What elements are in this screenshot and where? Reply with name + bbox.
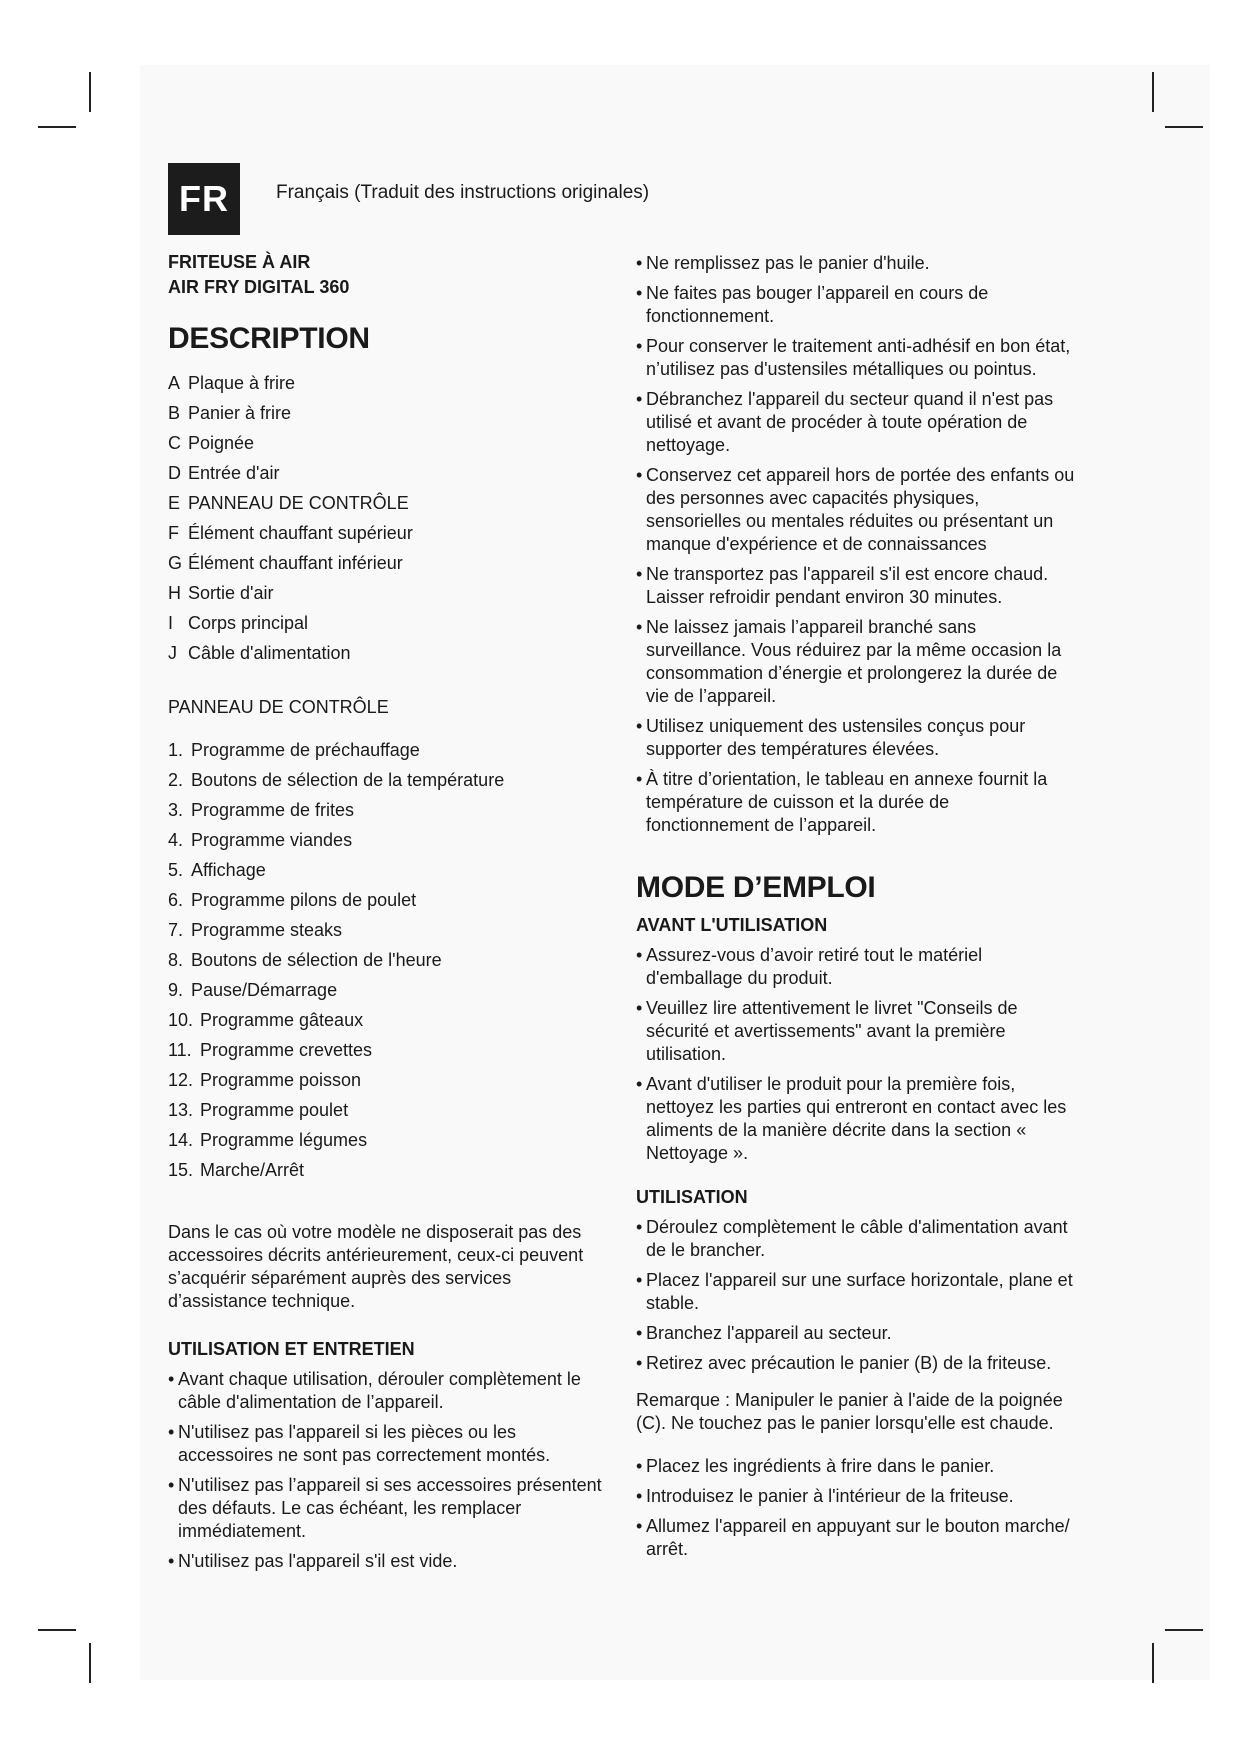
item-text: Programme de préchauffage	[191, 740, 420, 760]
item-text: Plaque à frire	[188, 373, 296, 393]
item-number: 4.	[168, 830, 184, 850]
item-text: Programme légumes	[200, 1130, 368, 1150]
item-letter: F	[168, 523, 179, 543]
item-number: 9.	[168, 980, 184, 1000]
control-item	[168, 795, 608, 825]
bullet-item: • N'utilisez pas l'appareil s'il est vide.	[168, 1550, 608, 1573]
mode-heading: MODE D’EMPLOI	[636, 871, 876, 904]
item-letter: C	[168, 433, 181, 453]
item-letter: G	[168, 553, 183, 573]
control-panel-heading: PANNEAU DE CONTRÔLE	[168, 697, 389, 717]
bullet-item: • Ne transportez pas l'appareil s'il est encore chaud. Laisser refroidir pendant environ 30 minutes.	[636, 563, 1076, 609]
before-use-heading: AVANT L'UTILISATION	[636, 915, 828, 935]
item-text: Programme crevettes	[200, 1040, 373, 1060]
item-number: 2.	[168, 770, 184, 790]
description-item	[168, 488, 608, 518]
description-heading: DESCRIPTION	[168, 322, 370, 355]
use-list	[636, 1216, 1076, 1375]
control-item	[168, 825, 608, 855]
bullet-item: • Pour conserver le traitement anti-adhésif en bon état, n’utilisez pas d'ustensiles métalliques ou pointus.	[636, 335, 1076, 381]
item-text: Boutons de sélection de la température	[191, 770, 505, 790]
item-number: 7.	[168, 920, 184, 940]
control-item	[168, 1065, 608, 1095]
right-column	[636, 252, 1076, 1568]
item-text: Corps principal	[188, 613, 309, 633]
bullet-item: • Retirez avec précaution le panier (B) de la friteuse.	[636, 1352, 1076, 1375]
item-number: 1.	[168, 740, 184, 760]
description-item	[168, 398, 608, 428]
description-item	[168, 368, 608, 398]
control-item	[168, 1035, 608, 1065]
item-number: 11.	[168, 1040, 192, 1060]
item-letter: I	[168, 613, 174, 633]
item-text: Poignée	[188, 433, 255, 453]
crop-mark-top-right-v	[1152, 72, 1154, 112]
item-text: Câble d'alimentation	[188, 643, 351, 663]
bullet-item: • À titre d’orientation, le tableau en annexe fournit la température de cuisson et la durée de fonctionnement de l’appareil.	[636, 768, 1076, 837]
crop-mark-bottom-left-v	[89, 1643, 91, 1683]
bullet-item: • Avant chaque utilisation, dérouler complètement le câble d'alimentation de l’appareil.	[168, 1368, 608, 1414]
product-model: AIR FRY DIGITAL 360	[168, 277, 350, 297]
control-item	[168, 1095, 608, 1125]
item-text: Panier à frire	[188, 403, 292, 423]
description-item	[168, 428, 608, 458]
item-text: Entrée d'air	[188, 463, 280, 483]
item-number: 13.	[168, 1100, 194, 1120]
item-text: PANNEAU DE CONTRÔLE	[188, 493, 409, 513]
bullet-item: • Ne laissez jamais l’appareil branché sans surveillance. Vous réduirez par la même occasion la consommation d’énergie et prolongerez la durée de vie de l’appareil.	[636, 616, 1076, 708]
control-panel-list	[168, 735, 608, 1185]
bullet-item: • Veuillez lire attentivement le livret "Conseils de sécurité et avertissements" avant la première utilisation.	[636, 997, 1076, 1066]
item-letter: A	[168, 373, 181, 393]
item-number: 8.	[168, 950, 184, 970]
accessories-note: Dans le cas où votre modèle ne disposerait pas des accessoires décrits antérieurement, ceux-ci peuvent s’acquérir séparément auprès des services d’assistance technique.	[168, 1222, 584, 1311]
control-item	[168, 765, 608, 795]
item-text: Élément chauffant inférieur	[188, 553, 403, 573]
item-text: Programme pilons de poulet	[191, 890, 417, 910]
item-text: Sortie d'air	[188, 583, 274, 603]
remark-note: Remarque : Manipuler le panier à l'aide de la poignée (C). Ne touchez pas le panier lorsqu'elle est chaude.	[636, 1390, 1063, 1433]
control-item	[168, 975, 608, 1005]
item-number: 3.	[168, 800, 184, 820]
item-letter: D	[168, 463, 181, 483]
crop-mark-bottom-right-v	[1152, 1643, 1154, 1683]
crop-mark-top-left-v	[89, 72, 91, 112]
item-number: 6.	[168, 890, 184, 910]
description-item	[168, 458, 608, 488]
item-number: 15.	[168, 1160, 194, 1180]
bullet-item: • Assurez-vous d’avoir retiré tout le matériel d'emballage du produit.	[636, 944, 1076, 990]
item-number: 14.	[168, 1130, 194, 1150]
description-list	[168, 368, 608, 668]
item-number: 12.	[168, 1070, 194, 1090]
control-item	[168, 1005, 608, 1035]
control-item	[168, 945, 608, 975]
bullet-item: • Branchez l'appareil au secteur.	[636, 1322, 1076, 1345]
item-letter: E	[168, 493, 181, 513]
bullet-item: • Ne remplissez pas le panier d'huile.	[636, 252, 1076, 275]
usage-maintenance-heading: UTILISATION ET ENTRETIEN	[168, 1339, 415, 1359]
bullet-item: • Déroulez complètement le câble d'alimentation avant de le brancher.	[636, 1216, 1076, 1262]
description-item	[168, 638, 608, 668]
bullet-item: • Ne faites pas bouger l’appareil en cours de fonctionnement.	[636, 282, 1076, 328]
crop-mark-top-left-h	[38, 126, 76, 128]
item-letter: J	[168, 643, 177, 663]
description-item	[168, 548, 608, 578]
usage-maintenance-list	[168, 1368, 608, 1573]
bullet-item: • N'utilisez pas l'appareil si les pièces ou les accessoires ne sont pas correctement montés.	[168, 1421, 608, 1467]
item-text: Programme steaks	[191, 920, 343, 940]
language-badge: FR	[168, 163, 240, 235]
care-list	[636, 252, 1076, 837]
bullet-item: • Avant d'utiliser le produit pour la première fois, nettoyez les parties qui entreront en contact avec les aliments de la manière décrite dans la section « Nettoyage ».	[636, 1073, 1076, 1165]
description-item	[168, 608, 608, 638]
item-text: Marche/Arrêt	[200, 1160, 305, 1180]
control-item	[168, 915, 608, 945]
description-item	[168, 518, 608, 548]
item-letter: H	[168, 583, 181, 603]
left-column	[168, 250, 608, 1580]
control-item	[168, 885, 608, 915]
product-name: FRITEUSE À AIR	[168, 252, 311, 272]
bullet-item: • Placez l'appareil sur une surface horizontale, plane et stable.	[636, 1269, 1076, 1315]
item-text: Boutons de sélection de l'heure	[191, 950, 442, 970]
crop-mark-bottom-left-h	[38, 1629, 76, 1631]
crop-mark-top-right-h	[1165, 126, 1203, 128]
control-item	[168, 1125, 608, 1155]
item-text: Programme de frites	[191, 800, 355, 820]
bullet-item: • Utilisez uniquement des ustensiles conçus pour supporter des températures élevées.	[636, 715, 1076, 761]
item-text: Programme poisson	[200, 1070, 362, 1090]
control-item	[168, 1155, 608, 1185]
final-steps-list	[636, 1455, 1076, 1561]
bullet-item: • N'utilisez pas l’appareil si ses accessoires présentent des défauts. Le cas échéant, les remplacer immédiatement.	[168, 1474, 608, 1543]
language-note: Français (Traduit des instructions originales)	[276, 182, 650, 203]
bullet-item: • Débranchez l'appareil du secteur quand il n'est pas utilisé et avant de procéder à toute opération de nettoyage.	[636, 388, 1076, 457]
bullet-item: • Conservez cet appareil hors de portée des enfants ou des personnes avec capacités physiques, sensorielles ou mentales réduites ou présentant un manque d'expérience et de connaissances	[636, 464, 1076, 556]
item-text: Élément chauffant supérieur	[188, 523, 413, 543]
item-text: Programme poulet	[200, 1100, 349, 1120]
bullet-item: • Placez les ingrédients à frire dans le panier.	[636, 1455, 1076, 1478]
item-text: Pause/Démarrage	[191, 980, 338, 1000]
description-item	[168, 578, 608, 608]
item-text: Affichage	[191, 860, 266, 880]
item-letter: B	[168, 403, 181, 423]
control-item	[168, 855, 608, 885]
control-item	[168, 735, 608, 765]
use-heading: UTILISATION	[636, 1187, 748, 1207]
bullet-item: • Introduisez le panier à l'intérieur de la friteuse.	[636, 1485, 1076, 1508]
before-use-list	[636, 944, 1076, 1165]
item-text: Programme viandes	[191, 830, 353, 850]
bullet-item: • Allumez l'appareil en appuyant sur le bouton marche/ arrêt.	[636, 1515, 1076, 1561]
item-number: 5.	[168, 860, 184, 880]
item-number: 10.	[168, 1010, 194, 1030]
crop-mark-bottom-right-h	[1165, 1629, 1203, 1631]
item-text: Programme gâteaux	[200, 1010, 364, 1030]
